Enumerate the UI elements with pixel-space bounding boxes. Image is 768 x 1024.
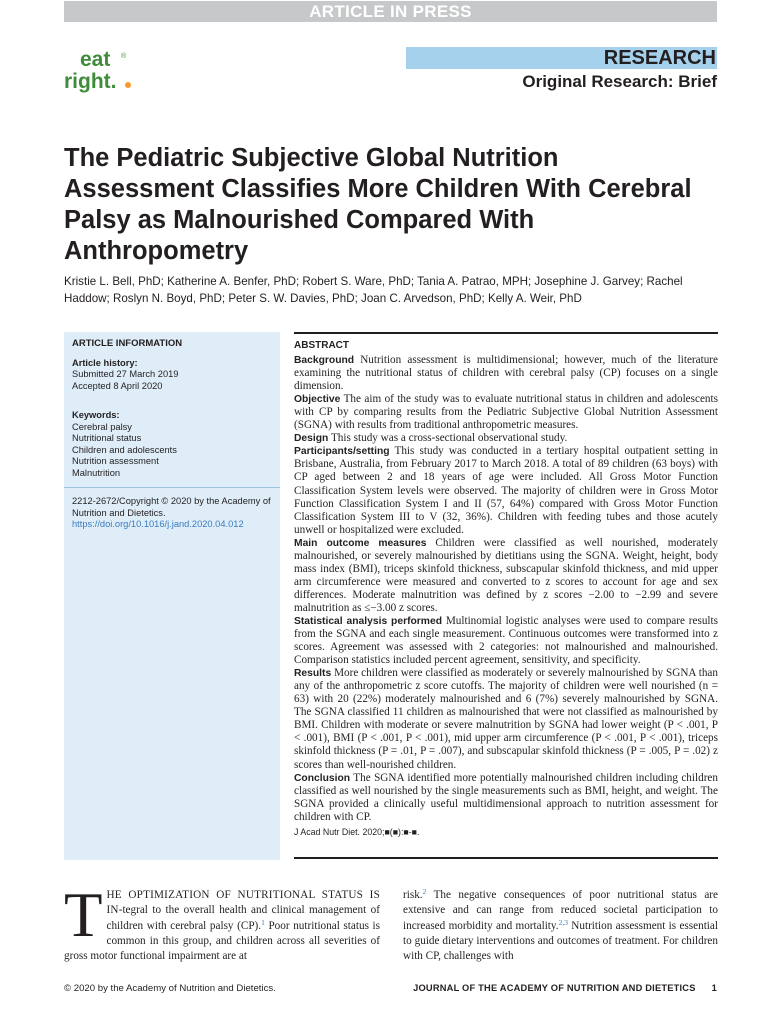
abstract-outcome-measures: [294, 537, 718, 615]
section-label-background: Background: [294, 355, 355, 367]
section-label-statistical-analysis: Statistical analysis performed: [294, 615, 442, 627]
submitted-date: Submitted 27 March 2019: [72, 369, 179, 379]
logo-orange-dot: [125, 82, 131, 88]
body-column-right: [403, 888, 718, 964]
section-label-outcome-measures: Main outcome measures: [294, 537, 427, 549]
abstract-heading: ABSTRACT: [294, 340, 349, 351]
body-lead-text: HE OPTIMIZATION OF NUTRITIONAL STATUS IS IN: [106, 889, 380, 917]
section-text-outcome-measures: Children were classified as well nourished, moderately malnourished, or severely malnourished by dietitians using the SGNA. Weight, height, body mass index (BMI), triceps skinfold thickness, subscapular skinfold thickness, and mid upper arm circumference were measured and converted to z scores to account for age and sex differences. Moderate malnutrition was defined by z scores −2.00 to −2.99 and severe malnutrition as ≤−3.00 z scores.: [294, 536, 719, 614]
keyword-item: Cerebral palsy: [72, 421, 132, 432]
doi-link[interactable]: https://doi.org/10.1016/j.jand.2020.04.012: [72, 519, 244, 529]
abstract-results: [294, 667, 718, 771]
article-information-heading: ARTICLE INFORMATION: [72, 338, 183, 349]
reference-link[interactable]: 2,3: [558, 917, 568, 927]
body-text: risk.: [403, 889, 423, 901]
section-text-statistical-analysis: Multinomial logistic analyses were used to compare results from the SGNA and each single measurement. Continuous outcomes were transformed into z scores. Agreement was assessed with 2 categories: not malnourished and malnourished. Comparison statistics included percent agreement, sensitivity, and specificity.: [294, 614, 718, 667]
section-text-design: This study was a cross-sectional observational study.: [330, 432, 568, 445]
footer-copyright: © 2020 by the Academy of Nutrition and Dietetics.: [64, 983, 276, 994]
journal-name: JOURNAL OF THE ACADEMY OF NUTRITION AND DIETETICS: [413, 983, 696, 993]
copyright-line: 2212-2672/Copyright © 2020 by the Academy of Nutrition and Dietetics.: [72, 496, 271, 518]
section-label-objective: Objective: [294, 394, 341, 406]
logo-text-right: right.: [64, 70, 117, 93]
body-text: tegral to the overall health and clinical management of children with cerebral palsy (CP).: [106, 904, 380, 932]
section-label-conclusion: Conclusion: [294, 772, 351, 784]
section-label: RESEARCH: [406, 47, 717, 69]
keyword-item: Nutrition assessment: [72, 456, 159, 466]
section-text-conclusion: The SGNA identified more potentially malnourished children including children classified as well nourished by the single measurements such as BMI, height, and weight. The SGNA provided a clinically useful multidimensional approach to nutrition assessment for children with CP.: [294, 771, 718, 823]
abstract-objective: [294, 393, 718, 432]
body-column-left: THE OPTIMIZATION OF NUTRITIONAL STATUS IS IN-tegral to the overall health and clinical management of children with cerebral palsy (CP).$^1$ Poor nutritional status is common in this group, and children across all severities of gross motor functional impairment are at: [64, 880, 380, 963]
section-label-design: Design: [294, 433, 329, 445]
page-number: 1: [711, 983, 717, 993]
section-label-results: Results: [294, 668, 332, 680]
section-text-results: More children were classified as moderately or severely malnourished by SGNA than any of the anthropometric z score cutoffs. The majority of children were well nourished (n = 63) with 20 (22%) moderately malnourished and 6 (7%) severely malnourished by SGNA. The SGNA classified 11 children as malnourished that were not classified as malnourished by BMI. Children with moderate or severe malnutrition by SGNA had lower weight (P < .001, P < .001), BMI (P < .001, P < .001), mid upper arm circumference (P < .001, P < .001), triceps skinfold thickness (P = .01, P = .007), and subscapular skinfold thickness (P = .005, P = .02) z scores than well-nourished children.: [294, 667, 718, 771]
reference-link[interactable]: 1: [261, 917, 265, 927]
body-text: Poor nutritional status is common in this group, and children across all severities of gross motor functional impairment are at: [64, 919, 380, 963]
author-list: Kristie L. Bell, PhD; Katherine A. Benfer, PhD; Robert S. Ware, PhD; Tania A. Patrao, MPH; Josephine J. Garvey; Rachel Haddow; Roslyn N. Boyd, PhD; Peter S. W. Davies, PhD; Joan C. Arvedson, PhD; Kelly A. Weir, PhD: [64, 275, 683, 305]
eatright-logo-graphic: [64, 48, 140, 96]
keyword-item: Nutritional status: [72, 433, 142, 443]
keyword-item: Children and adolescents: [72, 444, 177, 455]
abstract: [294, 332, 718, 859]
logo-registered-mark: ®: [121, 53, 127, 60]
journal-citation: J Acad Nutr Diet. 2020;■(■):■-■.: [294, 826, 420, 837]
logo-text-eat: eat: [80, 48, 111, 71]
eatright-logo[interactable]: [64, 48, 140, 96]
article-history-label: Article history:: [72, 357, 138, 368]
body-text: Nutrition assessment is essential to guide dietary interventions and outcomes of treatment. For children with CP, challenges with: [403, 919, 718, 963]
reference-link[interactable]: 2: [422, 887, 427, 896]
section-text-participants: This study was conducted in a tertiary hospital outpatient setting in Brisbane, Australia, from February 2017 to March 2018. A total of 89 children (63 boys) with CP aged between 2 and 18 years of age were included. All Gross Motor Function Classification System levels were observed. The majority of children were in Gross Motor Function Classification System I and II (57, 64%) compared with Gross Motor Function Classification System III to V (32, 36%). Children with feeding tubes and those acutely unwell or hospitalized were excluded.: [294, 445, 718, 536]
abstract-conclusion: [294, 772, 718, 824]
abstract-design: [294, 432, 718, 445]
abstract-participants: [294, 445, 718, 536]
footer-journal: [413, 983, 717, 993]
section-label-participants: Participants/setting: [294, 446, 390, 458]
keywords-label: Keywords:: [72, 410, 120, 420]
article-title: The Pediatric Subjective Global Nutrition Assessment Classifies More Children With Cerebral Palsy as Malnourished Compared With Anthropometry: [64, 144, 692, 265]
keyword-item: Malnutrition: [72, 467, 121, 478]
abstract-statistical-analysis: [294, 615, 718, 667]
section-text-background: Nutrition assessment is multidimensional; however, much of the literature examining the nutritional status of children with cerebral palsy (CP) focuses on a single dimension.: [294, 354, 718, 393]
section-text-objective: The aim of the study was to evaluate nutritional status in children and adolescents with CP by comparing results from the Pediatric Subjective Global Nutrition Assessment (SGNA) with results from traditional anthropometric measures.: [294, 393, 718, 432]
drop-cap: T: [64, 880, 103, 950]
article-information-panel: [64, 332, 280, 860]
article-type: Original Research: Brief: [522, 72, 717, 91]
accepted-date: Accepted 8 April 2020: [72, 380, 163, 391]
body-text: The negative consequences of poor nutritional status are extensive and can range from reduced societal participation to increased morbidity and mortality.: [403, 889, 718, 932]
divider: [64, 487, 280, 488]
abstract-background: [294, 354, 718, 393]
article-in-press-banner: ARTICLE IN PRESS: [64, 1, 717, 22]
